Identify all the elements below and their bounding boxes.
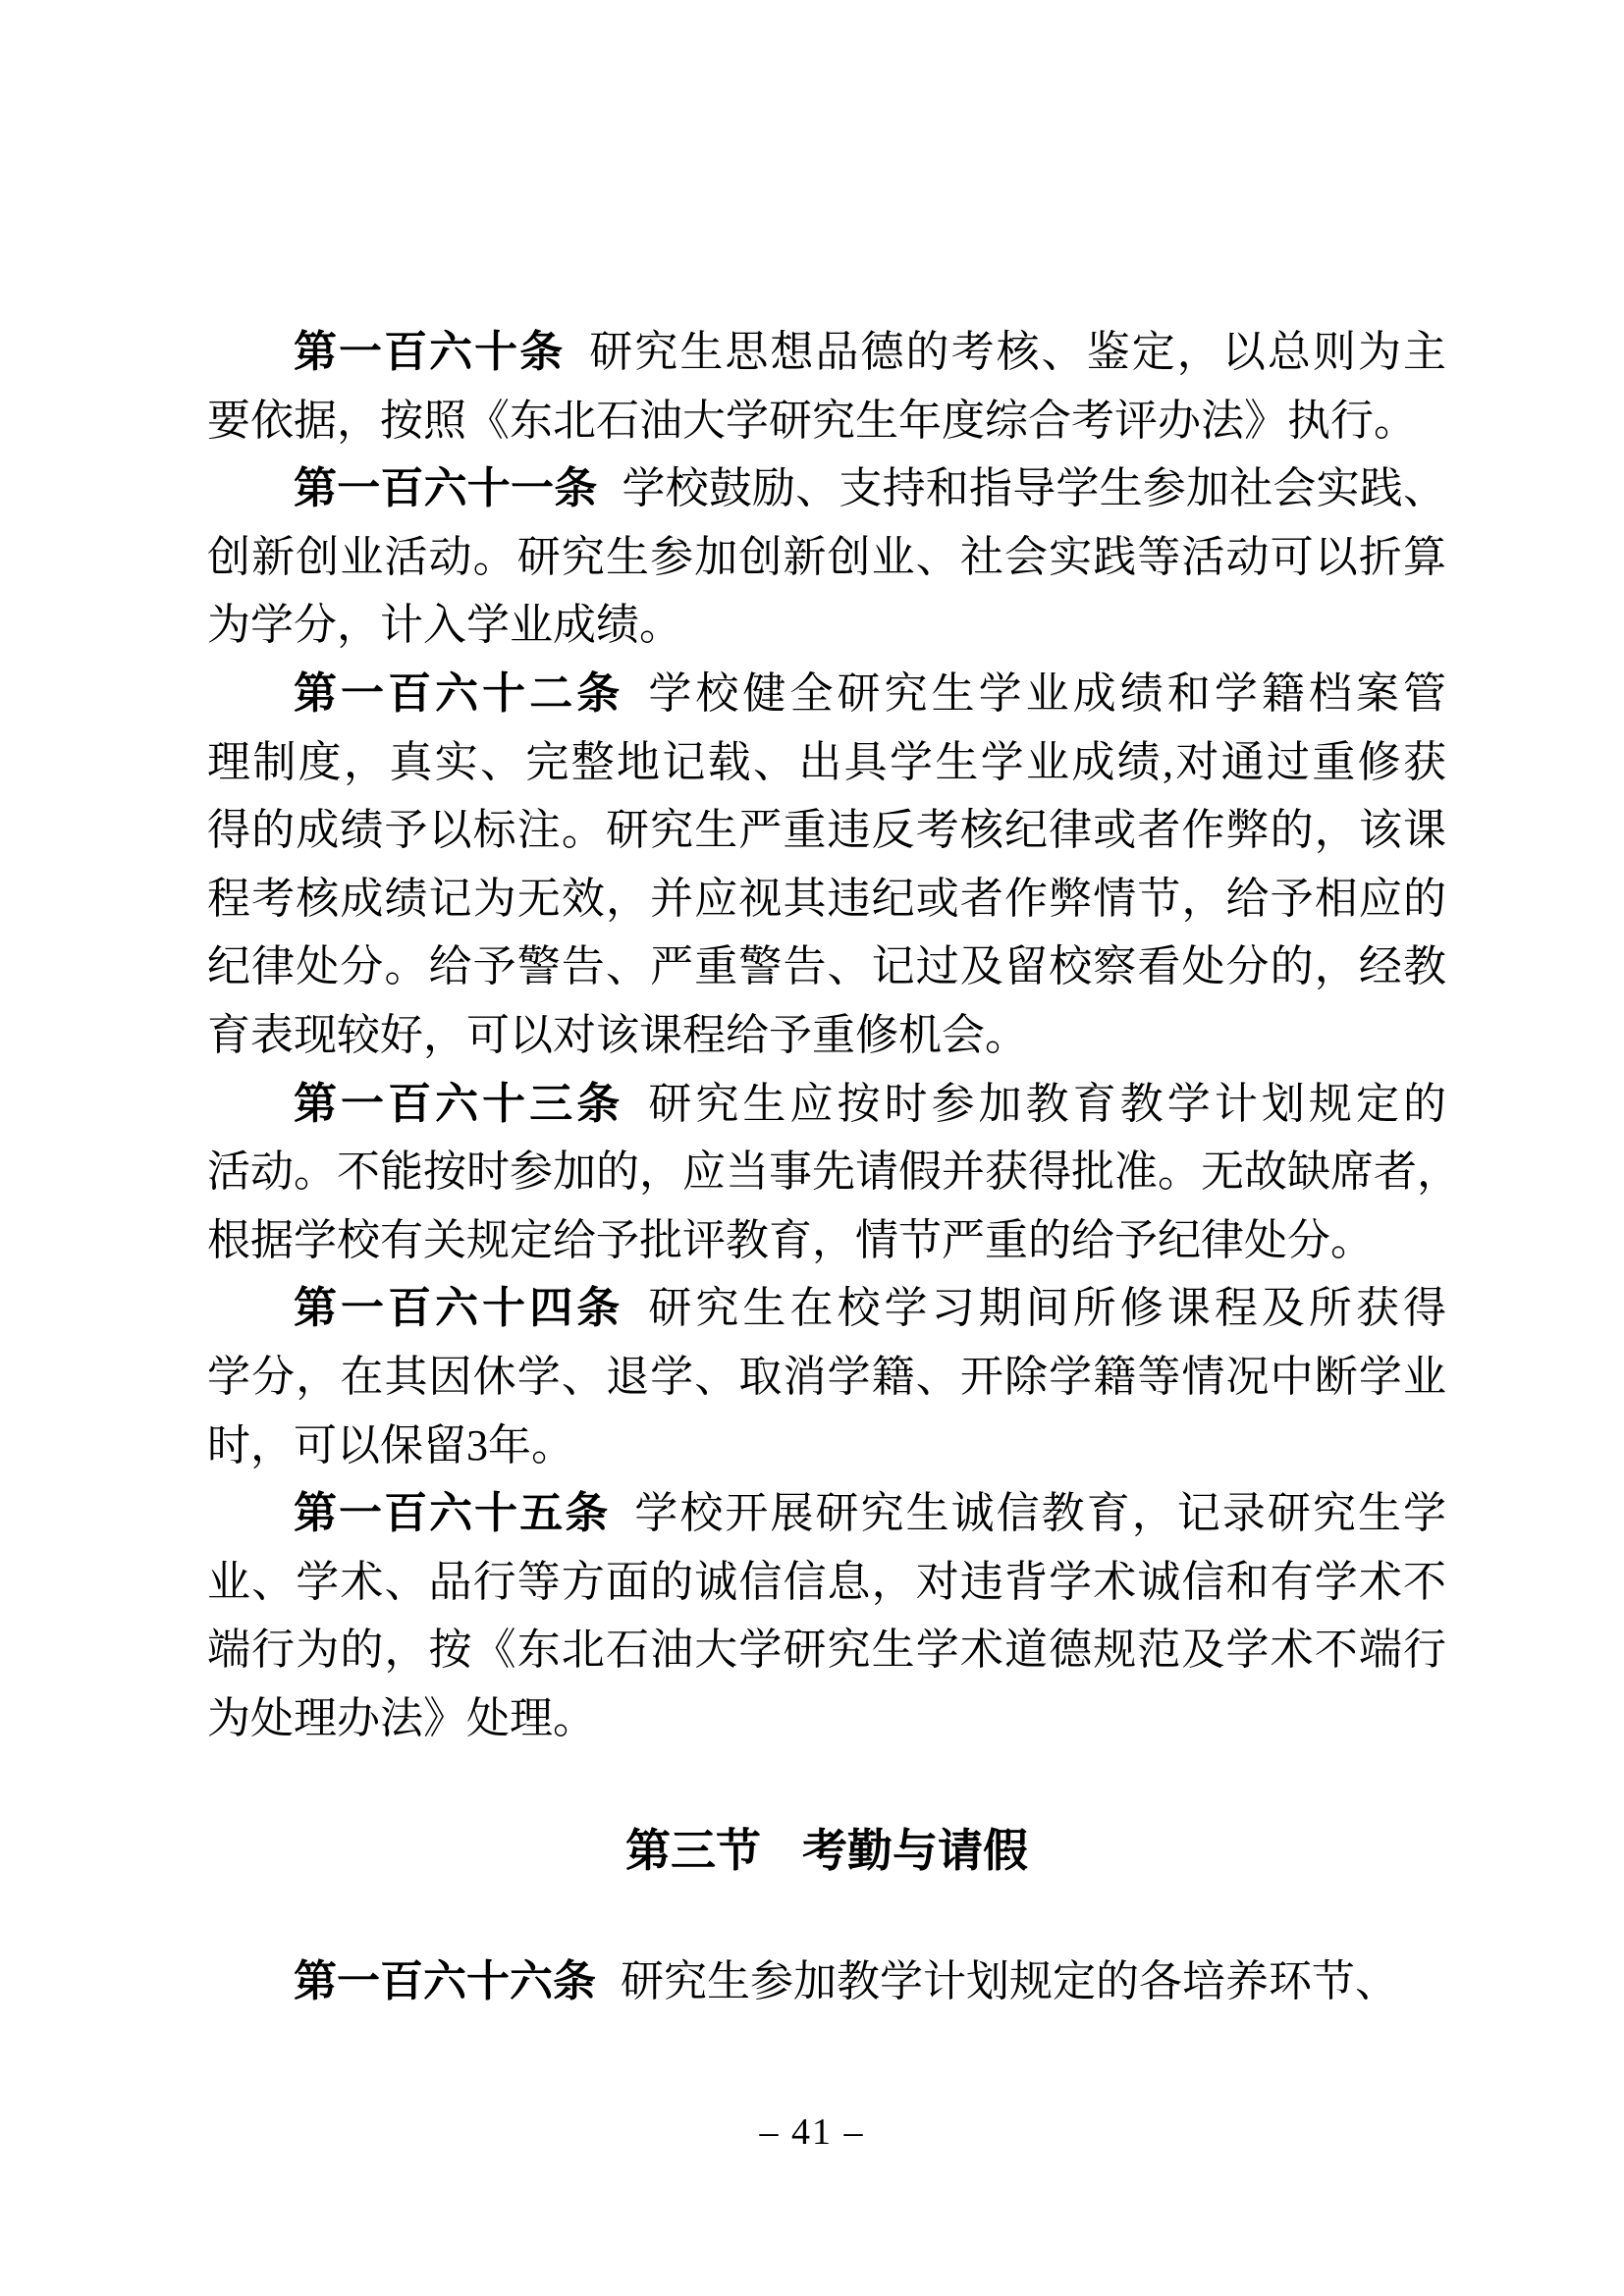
article-paragraph [207, 660, 1446, 1070]
article-first-line-text: 学校健全研究生学业成绩和学籍档案管 [648, 668, 1447, 718]
text-line: 纪律处分。给予警告、严重警告、记过及留校察看处分的，经教 [207, 942, 1446, 991]
article-first-line-text: 研究生应按时参加教育教学计划规定的 [648, 1079, 1447, 1128]
article-paragraph [207, 1274, 1446, 1479]
articles-section-2 [207, 318, 1460, 1752]
text-line: 育表现较好，可以对该课程给予重修机会。 [207, 1010, 1028, 1059]
section-number: 第三节 [625, 1825, 761, 1877]
text-line [207, 660, 1446, 728]
text-line: 得的成绩予以标注。研究生严重违反考核纪律或者作弊的，该课 [207, 806, 1446, 855]
text-line [207, 318, 1446, 387]
article-number: 第一百六十四条 [294, 1284, 624, 1333]
page-number: – 41 – [759, 2111, 865, 2153]
article-number: 第一百六十一条 [294, 464, 598, 513]
text-line: 程考核成绩记为无效，并应视其违纪或者作弊情节，给予相应的 [207, 874, 1446, 923]
section-heading [207, 1817, 1446, 1886]
article-first-line-text: 研究生参加教学计划规定的各培养环节、 [621, 1957, 1398, 2006]
text-line: 为处理办法》处理。 [207, 1693, 596, 1742]
text-line [207, 1479, 1446, 1548]
article-first-line-text: 研究生在校学习期间所修课程及所获得 [648, 1284, 1447, 1333]
article-paragraph [207, 1948, 1446, 2016]
article-first-line-text: 学校开展研究生诚信教育，记录研究生学 [634, 1489, 1447, 1538]
article-first-line-text: 研究生思想品德的考核、鉴定，以总则为主 [589, 328, 1446, 376]
text-line: 为学分，计入学业成绩。 [207, 601, 682, 650]
text-line: 端行为的，按《东北石油大学研究生学术道德规范及学术不端行 [207, 1626, 1446, 1675]
article-number: 第一百六十条 [294, 328, 566, 376]
text-line [207, 454, 1446, 523]
article-number: 第一百六十二条 [294, 668, 624, 718]
text-line: 理制度，真实、完整地记载、出具学生学业成绩,对通过重修获 [207, 737, 1446, 786]
text-line [207, 1070, 1446, 1139]
text-line [207, 1274, 1446, 1343]
document-body [207, 318, 1460, 2016]
article-number: 第一百六十三条 [294, 1079, 624, 1128]
article-paragraph [207, 1070, 1460, 1275]
article-number: 第一百六十六条 [294, 1957, 596, 2006]
text-line: 学分，在其因休学、退学、取消学籍、开除学籍等情况中断学业 [207, 1352, 1446, 1401]
section-title: 考勤与请假 [802, 1825, 1028, 1877]
article-number: 第一百六十五条 [294, 1489, 611, 1538]
text-line: 要依据，按照《东北石油大学研究生年度综合考评办法》执行。 [207, 396, 1417, 445]
text-line: 创新创业活动。研究生参加创新创业、社会实践等活动可以折算 [207, 532, 1446, 581]
text-line: 根据学校有关规定给予批评教育，情节严重的给予纪律处分。 [207, 1215, 1374, 1264]
text-line: 业、学术、品行等方面的诚信信息，对违背学术诚信和有学术不 [207, 1557, 1446, 1606]
article-first-line-text: 学校鼓励、支持和指导学生参加社会实践、 [622, 464, 1447, 513]
article-paragraph [207, 318, 1446, 454]
articles-section-3 [207, 1948, 1446, 2016]
text-line: 时，可以保留3年。 [207, 1420, 574, 1469]
text-line: 活动。不能按时参加的，应当事先请假并获得批准。无故缺席者， [207, 1148, 1460, 1197]
article-paragraph [207, 1479, 1446, 1752]
article-paragraph [207, 454, 1446, 660]
text-line [207, 1948, 1446, 2016]
